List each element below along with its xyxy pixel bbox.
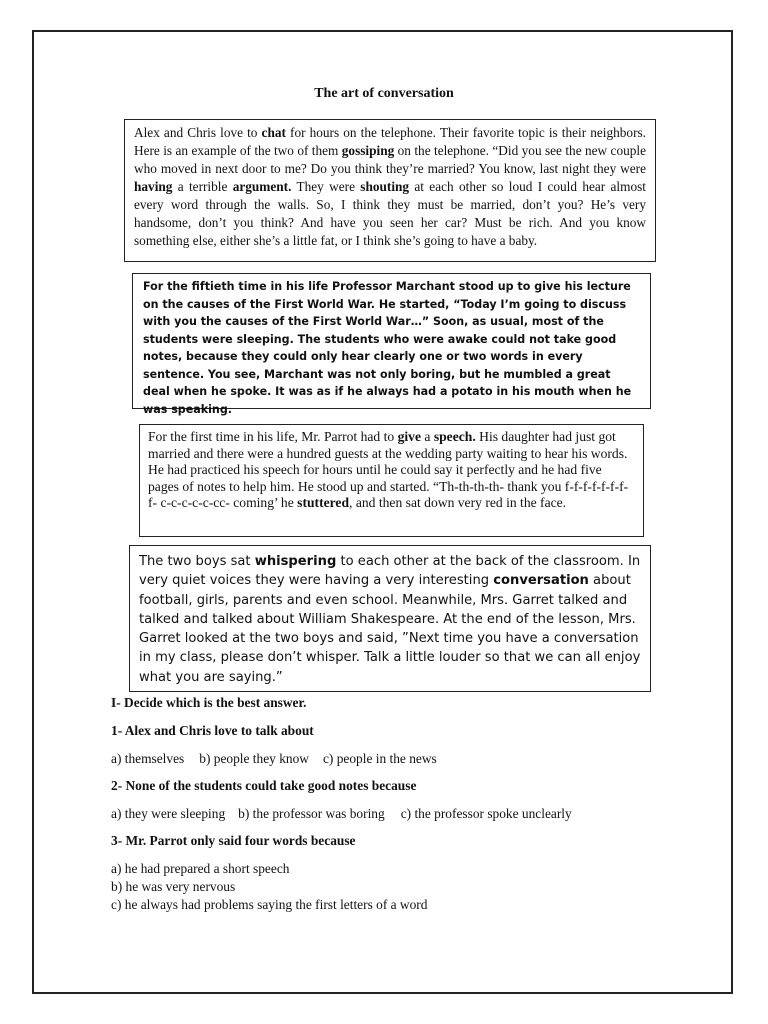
keyword: stuttered [297,495,350,510]
answer-option: a) themselves [111,751,185,766]
answer-option: c) people in the news [322,751,437,766]
answer-options-1 [111,751,437,767]
question-3: 3- Mr. Parrot only said four words because [111,833,356,848]
text-span: They were [291,179,361,194]
page-title: The art of conversation [314,86,454,101]
text-span: on the telephone. “Did you see the new couple who moved in next door to me? Do you think they’re married? You know, last night they were [134,143,646,176]
passage-text [134,124,646,250]
keyword: give [397,429,421,444]
text-span: The two boys sat [139,554,255,569]
keyword: chat [261,125,286,140]
passage-text [148,429,635,512]
text-span: a [420,429,434,444]
keyword: whispering [254,554,337,569]
text-span: For the first time in his life, Mr. Parrot had to [148,429,398,444]
exercise-instruction: I- Decide which is the best answer. [111,695,307,710]
keyword: speech. [433,429,476,444]
question-1: 1- Alex and Chris love to talk about [111,723,314,738]
answer-options-2 [111,806,572,822]
keyword: argument. [232,179,292,194]
text-span: at each other so loud I could hear almost every word through the walls. So, I think they must be married, don’t you? He’s very handsome, don’t you think? And have you seen her car? Must be rich. And you know something else, either she’s a little fat, or I think she’s going to have a baby. [134,179,646,248]
passage-box-chat [124,119,656,262]
passage-box-lecture [132,273,651,416]
text-span: His daughter had just got married and there were a hundred guests at the wedding party waiting to hear his words. He had practiced his speech for hours until he could say it perfectly and he had five pages of notes to help him. He stood up and started. “Th-th-th-th- thank you f-f-f-f-f-f-f-f- c-c-c-c-c-cc- coming’ he [148,429,629,510]
text-span: to each other at the back of the classroom. In very quiet voices they were having a very interesting [139,554,641,589]
question-2: 2- None of the students could take good notes because [111,778,417,793]
answer-option: c) the professor spoke unclearly [400,806,572,821]
keyword: conversation [493,573,589,589]
passage-text [139,552,641,687]
answer-option: a) they were sleeping [111,806,226,821]
passage-box-speech [139,424,644,537]
text-span: , and then sat down very red in the face. [349,495,567,510]
text-span: about football, girls, parents and even school. Meanwhile, Mrs. Garret talked and talked and talked about William Shakespeare. At the end of the lesson, Mrs. Garret looked at the two boys and said, ”Next time you have a conversation in my class, please don’t whisper. Talk a little louder so that we can all enjoy what you are saying.” [139,573,641,685]
answer-option-3b: b) he was very nervous [111,879,236,894]
answer-option: b) people they know [199,751,309,766]
passage-box-whisper [129,545,651,692]
keyword: gossiping [341,143,395,158]
text-span: Alex and Chris love to [134,125,262,140]
keyword: having [134,179,173,194]
text-span: for hours on the telephone. Their favorite topic is their neighbors. Here is an example of the two of them [134,125,646,158]
answer-option-3c: c) he always had problems saying the first letters of a word [111,897,428,912]
text-span: a terrible [172,179,233,194]
passage-text: For the fiftieth time in his life Professor Marchant stood up to give his lecture on the causes of the First World War. He started, “Today I’m going to discuss with you the causes of the First World War…” Soon, as usual, most of the students were sleeping. The students who were awake could not take good notes, because they could only hear clearly one or two words in every sentence. You see, Marchant was not only boring, but he mumbled a great deal when he spoke. It was as if he always had a potato in his mouth when he was speaking. [143,280,632,416]
answer-option: b) the professor was boring [238,806,385,821]
keyword: shouting [360,179,410,194]
answer-option-3a: a) he had prepared a short speech [111,861,290,876]
